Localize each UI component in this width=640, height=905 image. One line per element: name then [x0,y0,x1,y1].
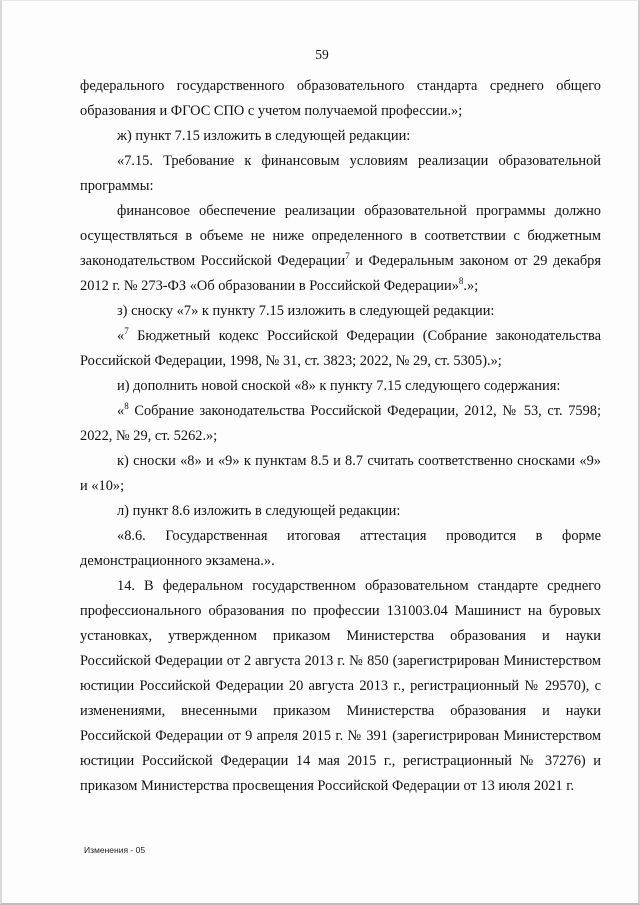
paragraph-8 [80,399,601,449]
quote-open: « [117,328,125,344]
footnote-mark-7: 7 [124,326,129,337]
paragraph-12: 14. В федеральном государственном образовательном стандарте среднего профессионального образования по профессии 131003.04 Машинист на буровых установках, утвержденном приказом Министерства образования и науки Российской Федерации от 2 августа 2013 г. № 850 (зарегистрирован Министерством юстиции Российской Федерации 20 августа 2013 г., регистрационный № 29570), с изменениями, внесенными приказом Министерства образования и науки Российской Федерации от 9 апреля 2015 г. № 391 (зарегистрирован Министерством юстиции Российской Федерации 14 мая 2015 г., регистрационный № 37276) и приказом Министерства просвещения Российской Федерации от 13 июля 2021 г. [80,578,601,794]
footnote-mark-8: 8 [124,401,129,412]
paragraph-3: «7.15. Требование к финансовым условиям реализации образовательной программы: [80,153,601,194]
paragraph-4-text-b: и Федеральным законом от 29 декабря 2012 г. № 273-ФЗ «Об образовании в Российской Федерации» [80,253,601,294]
paragraph-11: «8.6. Государственная итоговая аттестация проводится в форме демонстрационного экзамена.». [80,528,601,569]
paragraph-6 [80,324,601,374]
document-body [80,74,601,799]
page-number: 59 [315,47,329,62]
paragraph-9: к) сноски «8» и «9» к пунктам 8.5 и 8.7 считать соответственно сносками «9» и «10»; [80,453,601,494]
paragraph-5: з) сноску «7» к пункту 7.15 изложить в следующей редакции: [117,303,495,319]
footnote-ref-8: 8 [458,276,464,287]
paragraph-6-text: Бюджетный кодекс Российской Федерации (Собрание законодательства Российской Федерации, 1998, № 31, ст. 3823; 2022, № 29, ст. 5305).»; [80,328,601,369]
paragraph-4-text-a: финансовое обеспечение реализации образовательной программы должно осуществляться в объеме не ниже определенного в соответствии с бюджетным законодательством Российской Федерации [80,203,601,269]
paragraph-8-text: Собрание законодательства Российской Федерации, 2012, № 53, ст. 7598; 2022, № 29, ст. 5262.»; [80,403,601,444]
footnote-ref-7: 7 [345,251,350,262]
paragraph-4-text-c: .»; [463,278,479,294]
quote-open: « [117,403,125,419]
paragraph-10: л) пункт 8.6 изложить в следующей редакции: [117,503,401,519]
paragraph-4 [80,199,601,299]
paragraph-7: и) дополнить новой сноской «8» к пункту 7.15 следующего содержания: [117,378,561,394]
footer-revision-note: Изменения - 05 [84,845,146,855]
paragraph-1: федерального государственного образовательного стандарта среднего общего образования и ФГОС СПО с учетом получаемой профессии.»; [80,78,601,119]
paragraph-2: ж) пункт 7.15 изложить в следующей редакции: [117,128,411,144]
